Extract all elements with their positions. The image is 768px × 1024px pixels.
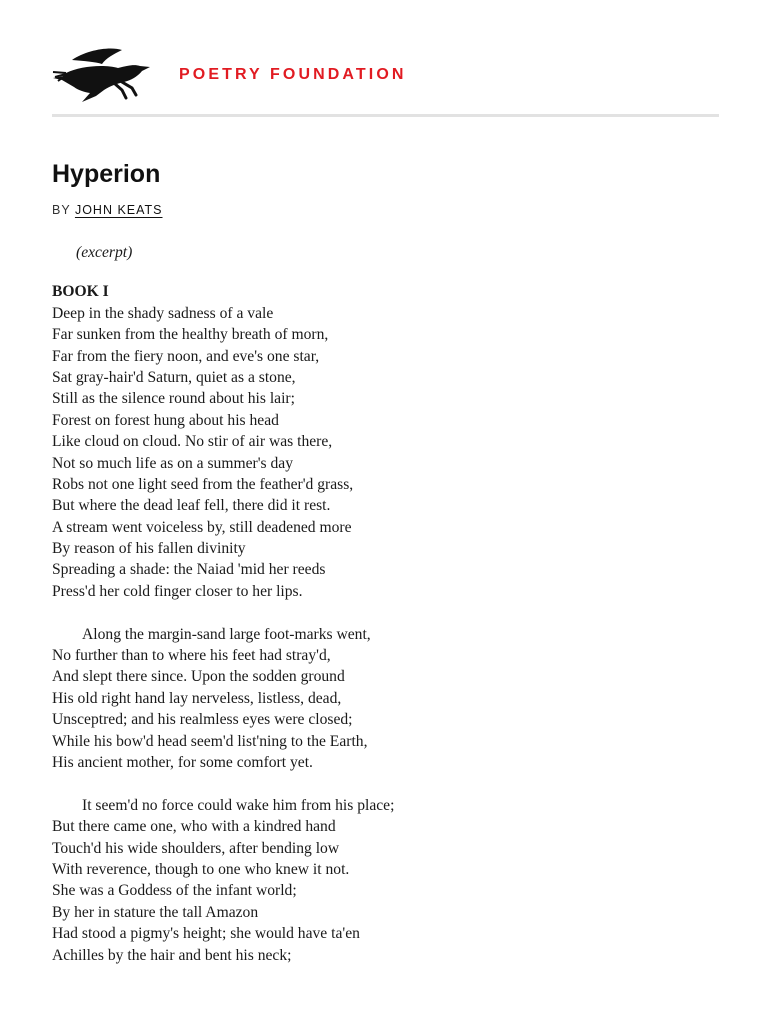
poem-line: Press'd her cold finger closer to her lips. (52, 582, 303, 600)
pegasus-logo-icon[interactable] (52, 46, 152, 102)
poem-line: It seem'd no force could wake him from his place; (82, 796, 395, 814)
poem-line: By her in stature the tall Amazon (52, 903, 259, 921)
stanza-3 (52, 795, 394, 966)
excerpt-note: (excerpt) (76, 244, 133, 261)
poem-title: Hyperion (52, 160, 161, 188)
poem-line: Deep in the shady sadness of a vale (52, 304, 274, 322)
poem-line: While his bow'd head seem'd list'ning to the Earth, (52, 732, 368, 750)
poem-line: His old right hand lay nerveless, listless, dead, (52, 689, 342, 707)
poem-line: A stream went voiceless by, still deadened more (52, 518, 352, 536)
poem-line: Had stood a pigmy's height; she would have ta'en (52, 925, 360, 943)
poem-line: Like cloud on cloud. No stir of air was there, (52, 433, 333, 451)
poem-line: But where the dead leaf fell, there did it rest. (52, 497, 331, 515)
poem-line: She was a Goddess of the infant world; (52, 882, 297, 900)
poem-line: Sat gray-hair'd Saturn, quiet as a stone, (52, 368, 296, 386)
poem-line: No further than to where his feet had stray'd, (52, 647, 331, 665)
poem-line: Touch'd his wide shoulders, after bending low (52, 839, 340, 857)
poem-line: And slept there since. Upon the sodden ground (52, 668, 345, 686)
poem-line: Robs not one light seed from the feather'd grass, (52, 475, 354, 493)
poem-line: By reason of his fallen divinity (52, 540, 246, 558)
poem-line: Along the margin-sand large foot-marks went, (82, 625, 371, 643)
book-heading: BOOK I (52, 283, 109, 301)
poem-line: Spreading a shade: the Naiad 'mid her reeds (52, 561, 326, 579)
site-header (52, 44, 718, 102)
author-link[interactable]: JOHN KEATS (74, 203, 163, 217)
stanza-2 (52, 624, 394, 774)
poem-line: With reverence, though to one who knew it not. (52, 860, 350, 878)
poem-line: Far from the fiery noon, and eve's one star, (52, 347, 320, 365)
stanza-1 (52, 303, 394, 602)
poem-line: But there came one, who with a kindred hand (52, 818, 336, 836)
poem-line: Still as the silence round about his lair; (52, 390, 295, 408)
poem-line: Achilles by the hair and bent his neck; (52, 946, 292, 964)
poem-line: His ancient mother, for some comfort yet. (52, 753, 313, 771)
byline (52, 203, 163, 217)
poem-line: Unsceptred; and his realmless eyes were closed; (52, 711, 353, 729)
poem-line: Forest on forest hung about his head (52, 411, 279, 429)
brand-name[interactable]: POETRY FOUNDATION (179, 66, 407, 83)
by-label: BY (52, 203, 71, 217)
poem-line: Not so much life as on a summer's day (52, 454, 294, 472)
poem-line: Far sunken from the healthy breath of morn, (52, 326, 329, 344)
header-divider (52, 114, 719, 117)
poem-body (52, 242, 394, 966)
